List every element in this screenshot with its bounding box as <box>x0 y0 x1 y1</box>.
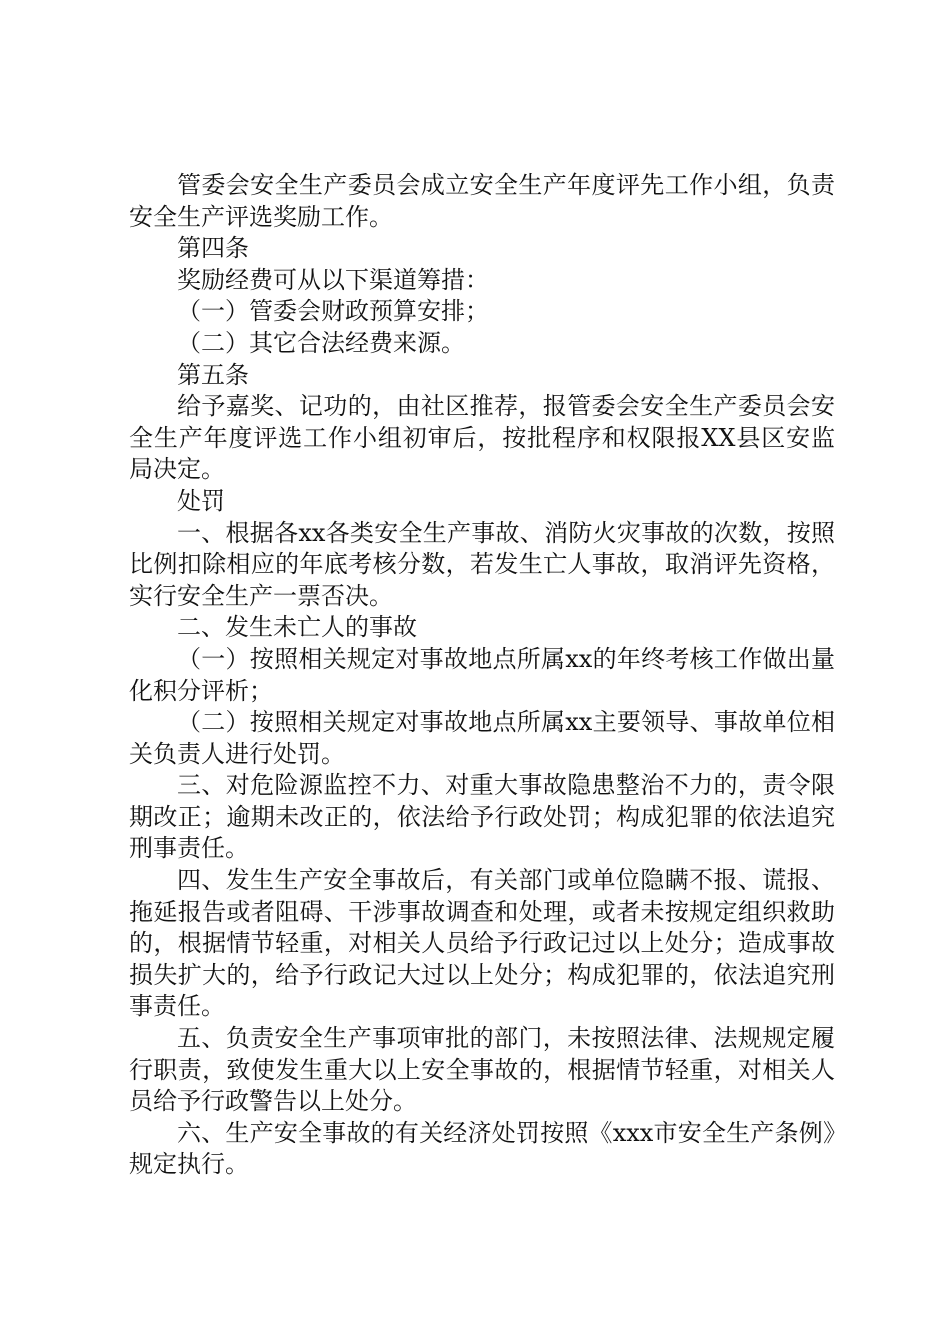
paragraph-penalty-6: 六、生产安全事故的有关经济处罚按照《xxx市安全生产条例》规定执行。 <box>129 1118 835 1179</box>
paragraph-penalty-1: 一、根据各xx各类安全生产事故、消防火灾事故的次数，按照比例扣除相应的年底考核分数，若发生亡人事故，取消评先资格，实行安全生产一票否决。 <box>129 518 835 610</box>
heading-article-4: 第四条 <box>177 234 249 263</box>
list-item-funding-2: （二）其它合法经费来源。 <box>177 328 465 357</box>
list-item-penalty-2-1: （一）按照相关规定对事故地点所属xx的年终考核工作做出量化积分评析； <box>129 644 835 705</box>
heading-article-5: 第五条 <box>177 360 249 389</box>
paragraph-penalty-3: 三、对危险源监控不力、对重大事故隐患整治不力的，责令限期改正；逾期未改正的，依法给予行政处罚；构成犯罪的依法追究刑事责任。 <box>129 771 835 863</box>
document-body <box>129 170 835 1181</box>
paragraph-funding-sources: 奖励经费可从以下渠道筹措： <box>177 265 489 294</box>
paragraph-penalty-2: 二、发生未亡人的事故 <box>177 613 417 642</box>
list-item-funding-1: （一）管委会财政预算安排； <box>177 297 489 326</box>
paragraph-committee: 管委会安全生产委员会成立安全生产年度评先工作小组，负责安全生产评选奖励工作。 <box>129 171 835 231</box>
heading-penalty: 处罚 <box>177 486 225 515</box>
list-item-penalty-2-2: （二）按照相关规定对事故地点所属xx主要领导、事故单位相关负责人进行处罚。 <box>129 708 835 768</box>
paragraph-commendation: 给予嘉奖、记功的，由社区推荐，报管委会安全生产委员会安全生产年度评选工作小组初审后，按批程序和权限报XX县区安监局决定。 <box>129 392 835 484</box>
paragraph-penalty-5: 五、负责安全生产事项审批的部门，未按照法律、法规规定履行职责，致使发生重大以上安全事故的，根据情节轻重，对相关人员给予行政警告以上处分。 <box>129 1024 835 1116</box>
paragraph-penalty-4: 四、发生生产安全事故后，有关部门或单位隐瞒不报、谎报、拖延报告或者阻碍、干涉事故调查和处理，或者未按规定组织救助的，根据情节轻重，对相关人员给予行政记过以上处分；造成事故损失扩大的，给予行政记大过以上处分；构成犯罪的，依法追究刑事责任。 <box>129 866 835 1021</box>
